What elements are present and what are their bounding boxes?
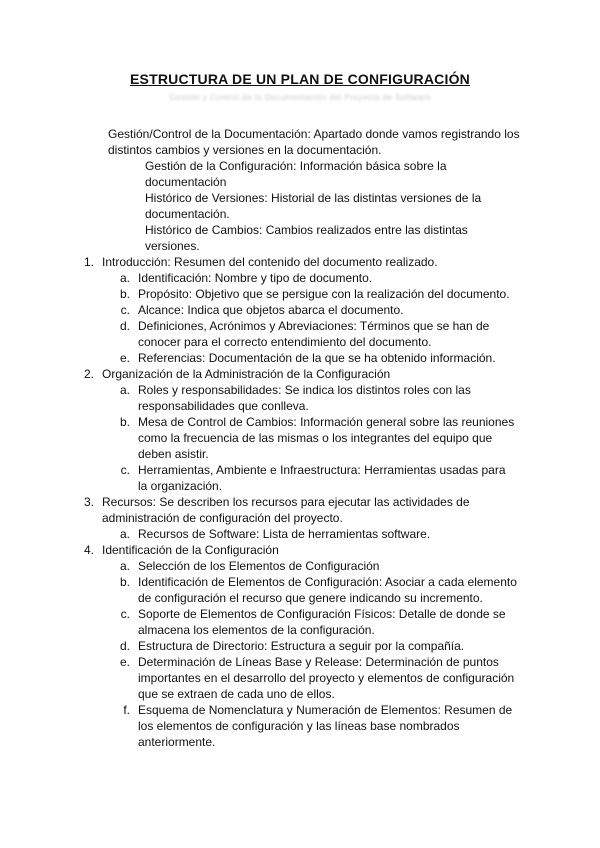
subsection-letter: a. bbox=[119, 271, 130, 285]
intro-item: Histórico de Cambios: Cambios realizados entre las distintas versiones. bbox=[145, 223, 468, 253]
subsection-text: Selección de los Elementos de Configuración bbox=[138, 559, 380, 573]
subsection-letter: f. bbox=[123, 703, 130, 717]
section-item bbox=[0, 254, 600, 270]
subsection-item bbox=[0, 414, 600, 462]
subsection-text: Soporte de Elementos de Configuración Físicos: Detalle de donde se almacena los elementos de la configuración. bbox=[138, 607, 506, 637]
subsection-item bbox=[0, 462, 600, 494]
section-number: 2. bbox=[83, 367, 94, 381]
subsection-letter: e. bbox=[119, 655, 130, 669]
subsection-text: Estructura de Directorio: Estructura a seguir por la compañía. bbox=[138, 639, 465, 653]
subsection-text: Roles y responsabilidades: Se indica los distintos roles con las responsabilidades que conlleva. bbox=[138, 383, 471, 413]
subsection-letter: c. bbox=[120, 607, 130, 621]
subsection-letter: c. bbox=[120, 303, 130, 317]
intro-paragraph: Gestión/Control de la Documentación: Apartado donde vamos registrando los distintos cambios y versiones en la documentación. bbox=[108, 127, 520, 157]
subsection-text: Propósito: Objetivo que se persigue con la realización del documento. bbox=[138, 287, 510, 301]
intro-item: Gestión de la Configuración: Información básica sobre la documentación bbox=[145, 159, 447, 189]
subsection-text: Definiciones, Acrónimos y Abreviaciones: Términos que se han de conocer para el correcto entendimiento del documento. bbox=[138, 319, 490, 349]
subsection-letter: b. bbox=[119, 575, 130, 589]
subsection-item bbox=[0, 318, 600, 350]
section-text: Organización de la Administración de la Configuración bbox=[102, 367, 391, 381]
section-item bbox=[0, 494, 600, 526]
subsection-item bbox=[0, 526, 600, 542]
subsection-item bbox=[0, 638, 600, 654]
subsection-letter: b. bbox=[119, 287, 130, 301]
subsection-item bbox=[0, 606, 600, 638]
intro-item: Histórico de Versiones: Historial de las distintas versiones de la documentación. bbox=[145, 191, 482, 221]
subsection-text: Recursos de Software: Lista de herramientas software. bbox=[138, 527, 431, 541]
subsection-letter: c. bbox=[120, 463, 130, 477]
subsection-text: Identificación: Nombre y tipo de documento. bbox=[138, 271, 373, 285]
subsection-text: Referencias: Documentación de la que se ha obtenido información. bbox=[138, 351, 496, 365]
subsection-letter: a. bbox=[119, 559, 130, 573]
subsection-text: Identificación de Elementos de Configuración: Asociar a cada elemento de configuración el recurso que genere indicando su incremento. bbox=[138, 575, 517, 605]
section-item bbox=[0, 542, 600, 558]
section-text: Recursos: Se describen los recursos para ejecutar las actividades de administración de configuración del proyecto. bbox=[102, 495, 470, 525]
subsection-item bbox=[0, 574, 600, 606]
document-title: ESTRUCTURA DE UN PLAN DE CONFIGURACIÓN bbox=[130, 71, 470, 87]
section-text: Introducción: Resumen del contenido del documento realizado. bbox=[102, 255, 438, 269]
subsection-item bbox=[0, 286, 600, 302]
subsection-item bbox=[0, 350, 600, 366]
subsection-item bbox=[0, 654, 600, 702]
subsection-letter: d. bbox=[119, 319, 130, 333]
subsection-letter: a. bbox=[119, 383, 130, 397]
subsection-text: Esquema de Nomenclatura y Numeración de Elementos: Resumen de los elementos de configuración y las líneas base nombrados anteriormente. bbox=[138, 703, 513, 749]
section-text: Identificación de la Configuración bbox=[102, 543, 279, 557]
subsection-item bbox=[0, 302, 600, 318]
subsection-item bbox=[0, 558, 600, 574]
subsection-letter: d. bbox=[119, 639, 130, 653]
subsection-item bbox=[0, 702, 600, 750]
subsection-text: Mesa de Control de Cambios: Información general sobre las reuniones como la frecuencia de las mismas o los integrantes del equipo que deben asistir. bbox=[138, 415, 515, 461]
document-subtitle-blurred: Gestión y Control de la Documentación del Proyecto de Software bbox=[169, 93, 431, 102]
subsection-text: Determinación de Líneas Base y Release: Determinación de puntos importantes en el desarrollo del proyecto y elementos de configuración que se extraen de cada uno de ellos. bbox=[138, 655, 515, 701]
section-number: 4. bbox=[83, 543, 94, 557]
subsection-item bbox=[0, 270, 600, 286]
subsection-letter: e. bbox=[119, 351, 130, 365]
subsection-letter: a. bbox=[119, 527, 130, 541]
section-number: 3. bbox=[83, 495, 94, 509]
subsection-text: Alcance: Indica que objetos abarca el documento. bbox=[138, 303, 404, 317]
subsection-text: Herramientas, Ambiente e Infraestructura: Herramientas usadas para la organización. bbox=[138, 463, 506, 493]
subsection-letter: b. bbox=[119, 415, 130, 429]
document-body bbox=[0, 126, 600, 750]
section-item bbox=[0, 366, 600, 382]
section-number: 1. bbox=[83, 255, 94, 269]
subsection-item bbox=[0, 382, 600, 414]
